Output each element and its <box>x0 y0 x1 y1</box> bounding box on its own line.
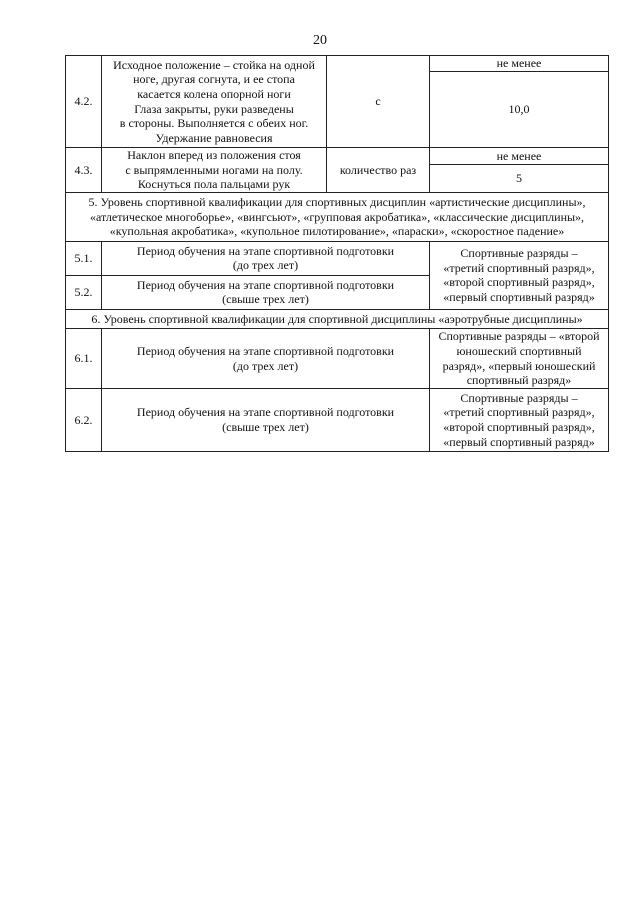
value-line: Спортивные разряды – <box>460 246 578 260</box>
section-line: 6. Уровень спортивной квалификации для спортивной дисциплины «аэротрубные дисциплины» <box>66 309 609 329</box>
row-number: 5.1. <box>66 241 102 275</box>
table-row-4-3 <box>66 148 609 165</box>
qualifier-cell: не менее <box>430 56 609 72</box>
desc-line: Наклон вперед из положения стоя <box>127 148 301 162</box>
standards-table <box>65 55 609 452</box>
period-description <box>102 329 430 389</box>
value-line: «первый спортивный разряд» <box>443 434 595 449</box>
row-number: 4.3. <box>66 148 102 193</box>
qualification-cell <box>430 329 609 389</box>
table-row-5-1 <box>66 241 609 275</box>
desc-line: в стороны. Выполняется с обеих ног. <box>119 116 309 131</box>
desc-line: (до трех лет) <box>232 358 299 373</box>
value-line: «первый спортивный разряд» <box>443 289 595 304</box>
row-number: 4.2. <box>66 56 102 148</box>
table-row-6-2 <box>66 388 609 451</box>
period-description <box>102 388 430 451</box>
qualification-cell <box>430 241 609 309</box>
period-description <box>102 275 430 309</box>
section-header-6 <box>66 309 609 329</box>
value-line: «третий спортивный разряд», <box>443 260 595 275</box>
desc-line: Глаза закрыты, руки разведены <box>134 101 294 116</box>
desc-line: (свыше трех лет) <box>222 419 309 434</box>
section-line: «купольная акробатика», «купольное пилотирование», «параски», «скоростное падение» <box>109 224 565 239</box>
row-number: 6.1. <box>66 329 102 389</box>
value-line: разряд», «первый юношеский <box>442 358 596 373</box>
row-number: 6.2. <box>66 388 102 451</box>
value-line: юношеский спортивный <box>456 344 582 358</box>
unit-cell: количество раз <box>327 148 430 193</box>
value-cell: 5 <box>430 164 609 192</box>
value-line: «второй спортивный разряд», <box>443 419 595 434</box>
page-number: 20 <box>313 33 327 48</box>
row-number: 5.2. <box>66 275 102 309</box>
exercise-description <box>102 56 327 148</box>
value-line: спортивный разряд» <box>466 373 572 388</box>
section-line: 5. Уровень спортивной квалификации для спортивных дисциплин «артистические дисциплины», <box>88 194 586 209</box>
desc-line: Удержание равновесия <box>155 130 273 145</box>
unit-cell: с <box>327 56 430 148</box>
value-line: Спортивные разряды – <box>460 390 578 405</box>
value-line: Спортивные разряды – «второй <box>438 329 600 344</box>
value-line: «третий спортивный разряд», <box>443 405 595 420</box>
desc-line: (до трех лет) <box>232 258 299 273</box>
desc-line: с выпрямленными ногами на полу. <box>125 162 303 177</box>
qualification-cell <box>430 388 609 451</box>
desc-line: Период обучения на этапе спортивной подготовки <box>136 344 395 358</box>
section-header-5 <box>66 192 609 241</box>
desc-line: Период обучения на этапе спортивной подготовки <box>136 243 395 258</box>
qualifier-cell: не менее <box>430 148 609 165</box>
table-row-6-1 <box>66 329 609 389</box>
desc-line: Коснуться пола пальцами рук <box>137 177 291 192</box>
section-line: «атлетическое многоборье», «вингсьют», «групповая акробатика», «классические дисциплины», <box>89 209 585 224</box>
exercise-description <box>102 148 327 193</box>
desc-line: (свыше трех лет) <box>222 292 309 307</box>
desc-line: Период обучения на этапе спортивной подготовки <box>136 277 395 292</box>
desc-line: ноге, другая согнута, и ее стопа <box>133 72 295 87</box>
value-cell: 10,0 <box>430 72 609 148</box>
desc-line: касается колена опорной ноги <box>137 86 291 101</box>
desc-line: Период обучения на этапе спортивной подготовки <box>136 405 395 420</box>
period-description <box>102 241 430 275</box>
table-row-4-2 <box>66 56 609 72</box>
desc-line: Исходное положение – стойка на одной <box>113 57 315 72</box>
value-line: «второй спортивный разряд», <box>443 275 595 290</box>
